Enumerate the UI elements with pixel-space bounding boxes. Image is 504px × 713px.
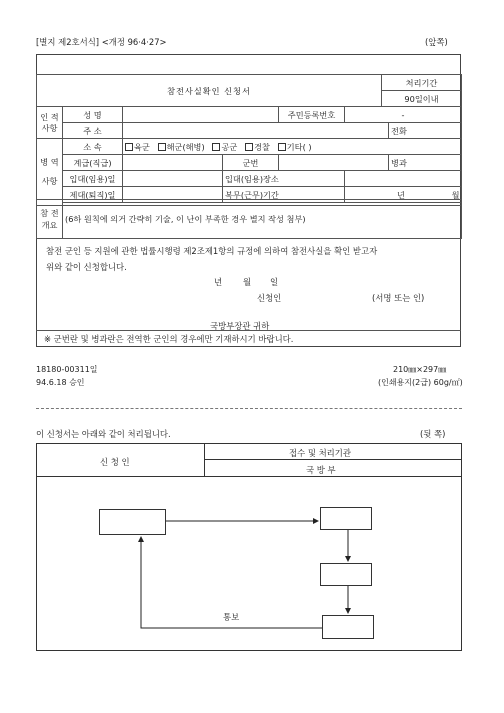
form-header-label: [별지 제2호서식] <개정 96·4·27> xyxy=(36,37,167,47)
checkbox[interactable] xyxy=(158,143,166,151)
cut-line xyxy=(36,408,462,409)
summary-note: (6하 원칙에 의거 간략히 기술, 이 난이 부족한 경우 별지 작성 첨부) xyxy=(65,214,306,224)
branch-police[interactable]: 경찰 xyxy=(245,142,270,152)
enlist-date-field[interactable] xyxy=(123,171,223,187)
branch-field[interactable] xyxy=(389,155,462,171)
period-value: 90일이내 xyxy=(382,91,462,107)
name-field[interactable] xyxy=(123,107,279,123)
date-month-label: 월 xyxy=(243,277,252,287)
summary-field[interactable] xyxy=(63,200,462,239)
enlist-place-label: 입대(임용)장소 xyxy=(223,171,345,187)
rank-label: 계급(직급) xyxy=(63,155,123,171)
rrn-field[interactable]: - xyxy=(345,107,462,123)
checkbox[interactable] xyxy=(278,143,286,151)
period-month-label: 월 xyxy=(451,189,460,200)
summary-section-label: 참 전 개요 xyxy=(37,200,63,239)
checkbox[interactable] xyxy=(212,143,220,151)
date-year-label: 년 xyxy=(214,277,223,287)
rrn-label: 주민등록번호 xyxy=(279,107,345,123)
branch-options xyxy=(123,139,462,155)
paper-size: 210㎜×297㎜ xyxy=(393,365,447,374)
step-review-box xyxy=(320,563,372,586)
service-number-label: 군번 xyxy=(223,155,279,171)
addressee: 국방부장관 귀하 xyxy=(210,321,270,331)
summary-table xyxy=(36,199,462,239)
period-year-label: 년 xyxy=(397,189,405,200)
branch-airforce[interactable]: 공군 xyxy=(212,142,237,152)
phone-field[interactable] xyxy=(389,123,462,139)
applicant-info-table xyxy=(36,106,462,206)
date-day-label: 일 xyxy=(270,277,279,287)
agency-column-label: 접수 및 처리기관 xyxy=(289,448,351,458)
form-title: 참전사실확인 신청서 xyxy=(37,75,382,107)
applicant-column-label: 신 청 인 xyxy=(100,457,130,467)
back-side-label: (뒷 쪽) xyxy=(420,429,446,439)
service-number-field[interactable] xyxy=(279,155,389,171)
process-intro: 이 신청서는 아래와 같이 처리됩니다. xyxy=(36,429,171,439)
checkbox[interactable] xyxy=(245,143,253,151)
statement-line-1: 참전 군인 등 지원에 관한 법률시행령 제2조제1항의 규정에 의하여 참전사실을 확인 받고자 xyxy=(46,246,378,256)
step-confirm-box xyxy=(322,615,374,639)
step-submit-box xyxy=(99,509,166,535)
form-code: 18180-00311일 xyxy=(36,365,98,374)
enlist-place-field[interactable] xyxy=(345,171,462,187)
footnote-divider xyxy=(36,330,461,331)
paper-spec: (인쇄용지(2급) 60g/㎡) xyxy=(378,378,463,387)
rank-field[interactable] xyxy=(123,155,223,171)
service-period-label: 복무(근무)기간 xyxy=(223,187,345,203)
agency-name: 국 방 부 xyxy=(306,465,336,475)
phone-label: 전화 xyxy=(391,125,407,136)
branch-navy[interactable]: 해군(해병) xyxy=(158,142,205,152)
specialty-label: 병과 xyxy=(391,157,407,168)
address-label: 주 소 xyxy=(63,123,123,139)
applicant-label: 신청인 xyxy=(257,293,282,303)
notify-label: 통보 xyxy=(223,612,240,622)
title-table xyxy=(36,74,462,107)
step-receive-box xyxy=(320,507,372,530)
footnote: ※ 군번란 및 병과란은 전역한 군인의 경우에만 기재하시기 바랍니다. xyxy=(44,334,294,344)
branch-other[interactable]: 기타( ) xyxy=(278,142,312,152)
page-side-label: (앞쪽) xyxy=(425,37,448,47)
signature-label: (서명 또는 인) xyxy=(372,293,425,303)
branch-army[interactable]: 육군 xyxy=(125,142,150,152)
discharge-date-label: 제대(퇴직)일 xyxy=(63,187,123,203)
approval-date: 94.6.18 승인 xyxy=(36,378,85,387)
name-label: 성 명 xyxy=(63,107,123,123)
unit-label: 소 속 xyxy=(63,139,123,155)
period-label: 처리기간 xyxy=(382,75,462,91)
military-section-label: 병 역 사항 xyxy=(37,139,63,206)
personal-section-label: 인 적 사항 xyxy=(37,107,63,139)
checkbox[interactable] xyxy=(125,143,133,151)
enlist-date-label: 입대(임용)일 xyxy=(63,171,123,187)
statement-line-2: 위와 같이 신청합니다. xyxy=(46,262,127,272)
address-field[interactable] xyxy=(123,123,389,139)
